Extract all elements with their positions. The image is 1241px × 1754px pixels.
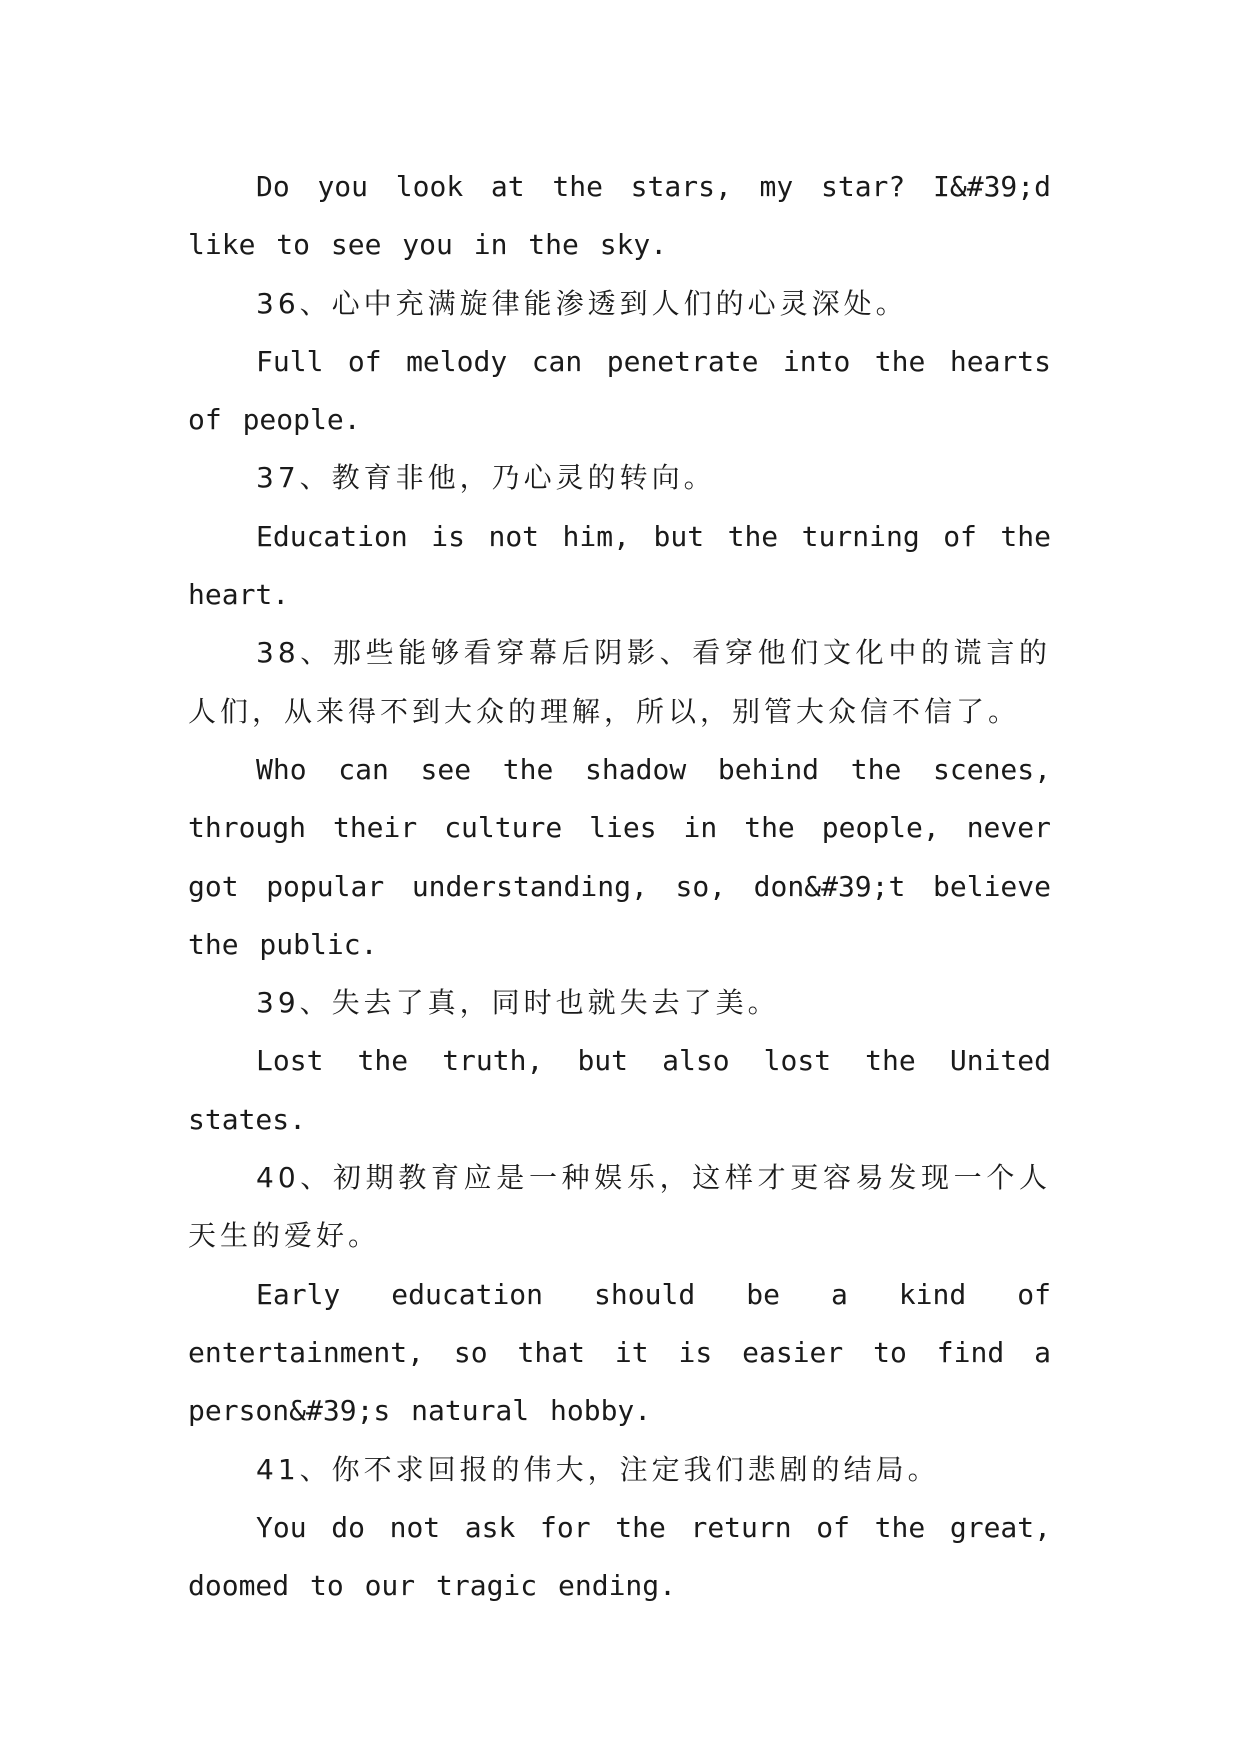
paragraph-english: Who can see the shadow behind the scenes, through their culture lies in the people, never got popular understanding, so, don&#39;t believe the public. [188, 752, 1051, 961]
paragraph-english: Lost the truth, but also lost the United states. [188, 1044, 1051, 1136]
paragraph-chinese: 37、教育非他，乃心灵的转向。 [256, 461, 716, 495]
paragraph-english: Do you look at the stars, my star? I&#39;d like to see you in the sky. [188, 170, 1051, 262]
paragraph-chinese: 39、失去了真，同时也就失去了美。 [256, 986, 780, 1020]
document-body [188, 158, 1051, 1615]
paragraph-english: Early education should be a kind of entertainment, so that it is easier to find a person&#39;s natural hobby. [188, 1277, 1051, 1428]
paragraph-chinese: 36、心中充满旋律能渗透到人们的心灵深处。 [256, 286, 908, 320]
paragraph-chinese: 38、那些能够看穿幕后阴影、看穿他们文化中的谎言的人们，从来得不到大众的理解，所以，别管大众信不信了。 [188, 636, 1051, 728]
paragraph-english: Education is not him, but the turning of the heart. [188, 519, 1051, 612]
paragraph-english: You do not ask for the return of the great, doomed to our tragic ending. [188, 1510, 1051, 1603]
paragraph-english: Full of melody can penetrate into the hearts of people. [188, 344, 1051, 437]
paragraph-chinese: 40、初期教育应是一种娱乐，这样才更容易发现一个人天生的爱好。 [188, 1161, 1051, 1253]
paragraph-chinese: 41、你不求回报的伟大，注定我们悲剧的结局。 [256, 1452, 940, 1486]
